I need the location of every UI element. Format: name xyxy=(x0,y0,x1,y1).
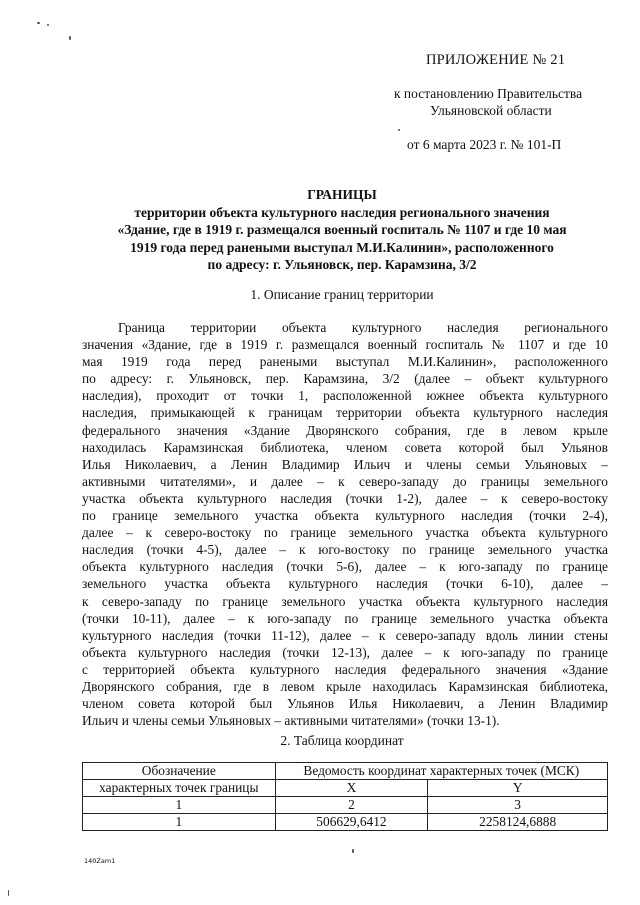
paragraph-line: по границе земельного участка объекта культурного наследия (точки 2-4), xyxy=(82,508,608,524)
x-header: X xyxy=(275,780,428,797)
scan-speck xyxy=(69,36,71,40)
paragraph-line: Дворянского собрания, где в левом крыле находилась Карамзинская библиотека, xyxy=(82,678,608,694)
coordinates-group-header: Ведомость координат характерных точек (МСК) xyxy=(275,763,607,780)
paragraph-line: находилась Карамзинская библиотека, членом совета которой был Ульянов xyxy=(82,439,608,455)
paragraph-line: объекта культурного наследия (точки 5-6), далее – к юго-западу по границе xyxy=(82,559,608,575)
paragraph-line: объекта культурного наследия (точки 12-13), далее – к юго-западу по границе xyxy=(82,644,608,660)
paragraph-line: земельного участка объекта культурного наследия (точки 6-10), далее – xyxy=(82,576,608,592)
paragraph-line: далее – к северо-востоку по границе земельного участка объекта культурного xyxy=(82,525,608,541)
table-header-row xyxy=(83,763,608,780)
coordinates-table xyxy=(82,762,608,831)
y-value-cell: 2258124,6888 xyxy=(428,814,608,831)
title-line: 1919 года перед ранеными выступал М.И.Калинин», расположенного xyxy=(130,239,554,255)
table-row xyxy=(83,814,608,831)
scan-speck xyxy=(8,890,9,896)
column-number: 2 xyxy=(275,797,428,814)
paragraph-line: (точки 10-11), далее – к юго-западу по границе земельного участка объекта xyxy=(82,610,608,626)
paragraph-line: федерального значения «Здание Дворянского собрания, где в левом крыле xyxy=(82,422,608,438)
title-heading: ГРАНИЦЫ xyxy=(307,187,377,202)
region-name: Ульяновской области xyxy=(430,103,552,118)
title-line: по адресу: г. Ульяновск, пер. Карамзина, 3/2 xyxy=(207,257,477,273)
scan-speck xyxy=(37,22,40,24)
section2-heading: 2. Таблица координат xyxy=(280,733,404,748)
title-line: территории объекта культурного наследия регионального значения xyxy=(134,204,550,220)
column-numbering-row xyxy=(83,797,608,814)
paragraph-line: значения «Здание, где в 1919 г. размещался военный госпиталь № 1107 и где 10 xyxy=(82,337,608,353)
footer-code: 140Zam1 xyxy=(84,857,116,865)
paragraph-line: к северо-западу по границе земельного участка объекта культурного наследия xyxy=(82,593,608,609)
paragraph-line: наследия, примыкающей к границам территории объекта культурного наследия xyxy=(82,405,608,421)
paragraph-line: участка объекта культурного наследия (точки 1-2), далее – к северо-востоку xyxy=(82,490,608,506)
paragraph-line: с территорией объекта культурного наследия федерального значения «Здание xyxy=(82,661,608,677)
paragraph-line: членом совета которой был Ульянов Илья Николаевич, а Ленин Владимир xyxy=(82,696,608,712)
resolution-reference: к постановлению Правительства xyxy=(394,86,583,101)
boundary-description xyxy=(82,319,608,729)
paragraph-line: культурного наследия (точки 11-12), далее – к северо-западу вдоль линии стены xyxy=(82,627,608,643)
title-line: «Здание, где в 1919 г. размещался военный госпиталь № 1107 и где 10 мая xyxy=(117,222,567,238)
column-number: 1 xyxy=(83,797,276,814)
paragraph-line: мая 1919 года перед ранеными выступал М.И.Калинин», расположенного xyxy=(82,354,608,370)
resolution-date-number: от 6 марта 2023 г. № 101-П xyxy=(407,137,562,152)
paragraph-line: наследия), проходит от точки 1, расположенной южнее объекта культурного xyxy=(82,388,608,404)
point-header-cell: характерных точек границы xyxy=(83,780,276,797)
point-header-cell: Обозначение xyxy=(83,763,276,780)
paragraph-line: активными читателями», и далее – к северо-западу до границы земельного xyxy=(82,473,608,489)
scan-speck xyxy=(352,849,354,853)
paragraph-line: наследия (точки 4-5), далее – к юго-востоку по границе земельного участка xyxy=(82,542,608,558)
column-number: 3 xyxy=(428,797,608,814)
appendix-number: ПРИЛОЖЕНИЕ № 21 xyxy=(426,52,566,68)
y-header: Y xyxy=(428,780,608,797)
scan-speck xyxy=(398,129,400,131)
paragraph-line: по адресу: г. Ульяновск, пер. Карамзина, 3/2 (далее – объект культурного xyxy=(82,371,608,387)
document-title xyxy=(82,186,602,274)
section1-heading: 1. Описание границ территории xyxy=(250,287,434,302)
table-header-row xyxy=(83,780,608,797)
point-id-cell: 1 xyxy=(83,814,276,831)
x-value-cell: 506629,6412 xyxy=(275,814,428,831)
scan-speck xyxy=(47,24,49,26)
paragraph-line: Ильич и члены семьи Ульяновых – активными читателями» (точки 13-1). xyxy=(82,713,500,729)
paragraph-line: Илья Николаевич, а Ленин Владимир Ильич и члены семьи Ульяновых – xyxy=(82,456,608,472)
paragraph-line: Граница территории объекта культурного наследия регионального xyxy=(118,320,608,335)
